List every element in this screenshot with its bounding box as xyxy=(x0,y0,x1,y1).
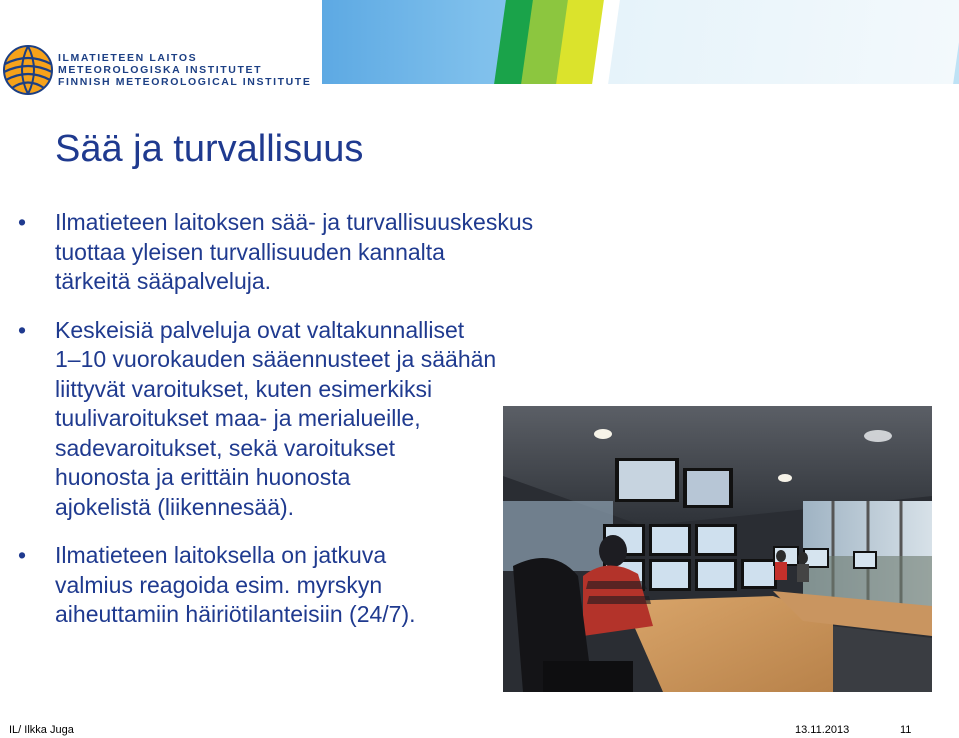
banner-stripe-light xyxy=(608,0,959,84)
bullet-text: Ilmatieteen laitoksella on jatkuva valmius reagoida esim. myrskyn aiheuttamiin häiriötilanteisiin (24/7). xyxy=(55,542,416,627)
bullet-text: Ilmatieteen laitoksen sää- ja turvallisuuskeskus tuottaa yleisen turvallisuuden kannalta tärkeitä sääpalveluja. xyxy=(55,209,534,294)
control-room-photo xyxy=(503,406,932,692)
slide-title: Sää ja turvallisuus xyxy=(55,128,364,170)
bullet-dot: • xyxy=(18,316,27,343)
org-name-sv: METEOROLOGISKA INSTITUTET xyxy=(58,64,263,76)
footer-author: IL/ Ilkka Juga xyxy=(9,724,74,736)
org-name-en: FINNISH METEOROLOGICAL INSTITUTE xyxy=(58,76,312,88)
bullet-dot: • xyxy=(18,542,27,568)
organization-name xyxy=(58,52,311,88)
bullet-dot: • xyxy=(18,209,27,235)
org-name-fi: ILMATIETEEN LAITOS xyxy=(58,52,198,64)
bullet-item xyxy=(18,208,658,297)
footer-date: 13.11.2013 xyxy=(795,724,850,736)
footer-page-number: 11 xyxy=(900,724,912,736)
header-banner xyxy=(322,0,959,84)
fmi-globe-logo-icon xyxy=(2,44,54,96)
bullet-text: Keskeisiä palveluja ovat valtakunnalliset 1–10 vuorokauden sääennusteet ja säähän liittyvät varoitukset, kuten esimerkiksi tuulivaroitukset maa- ja merialueille, sadevaroitukset, sekä varoitukset huonosta ja erittäin huonosta ajokelistä (liikennesää). xyxy=(55,316,497,520)
